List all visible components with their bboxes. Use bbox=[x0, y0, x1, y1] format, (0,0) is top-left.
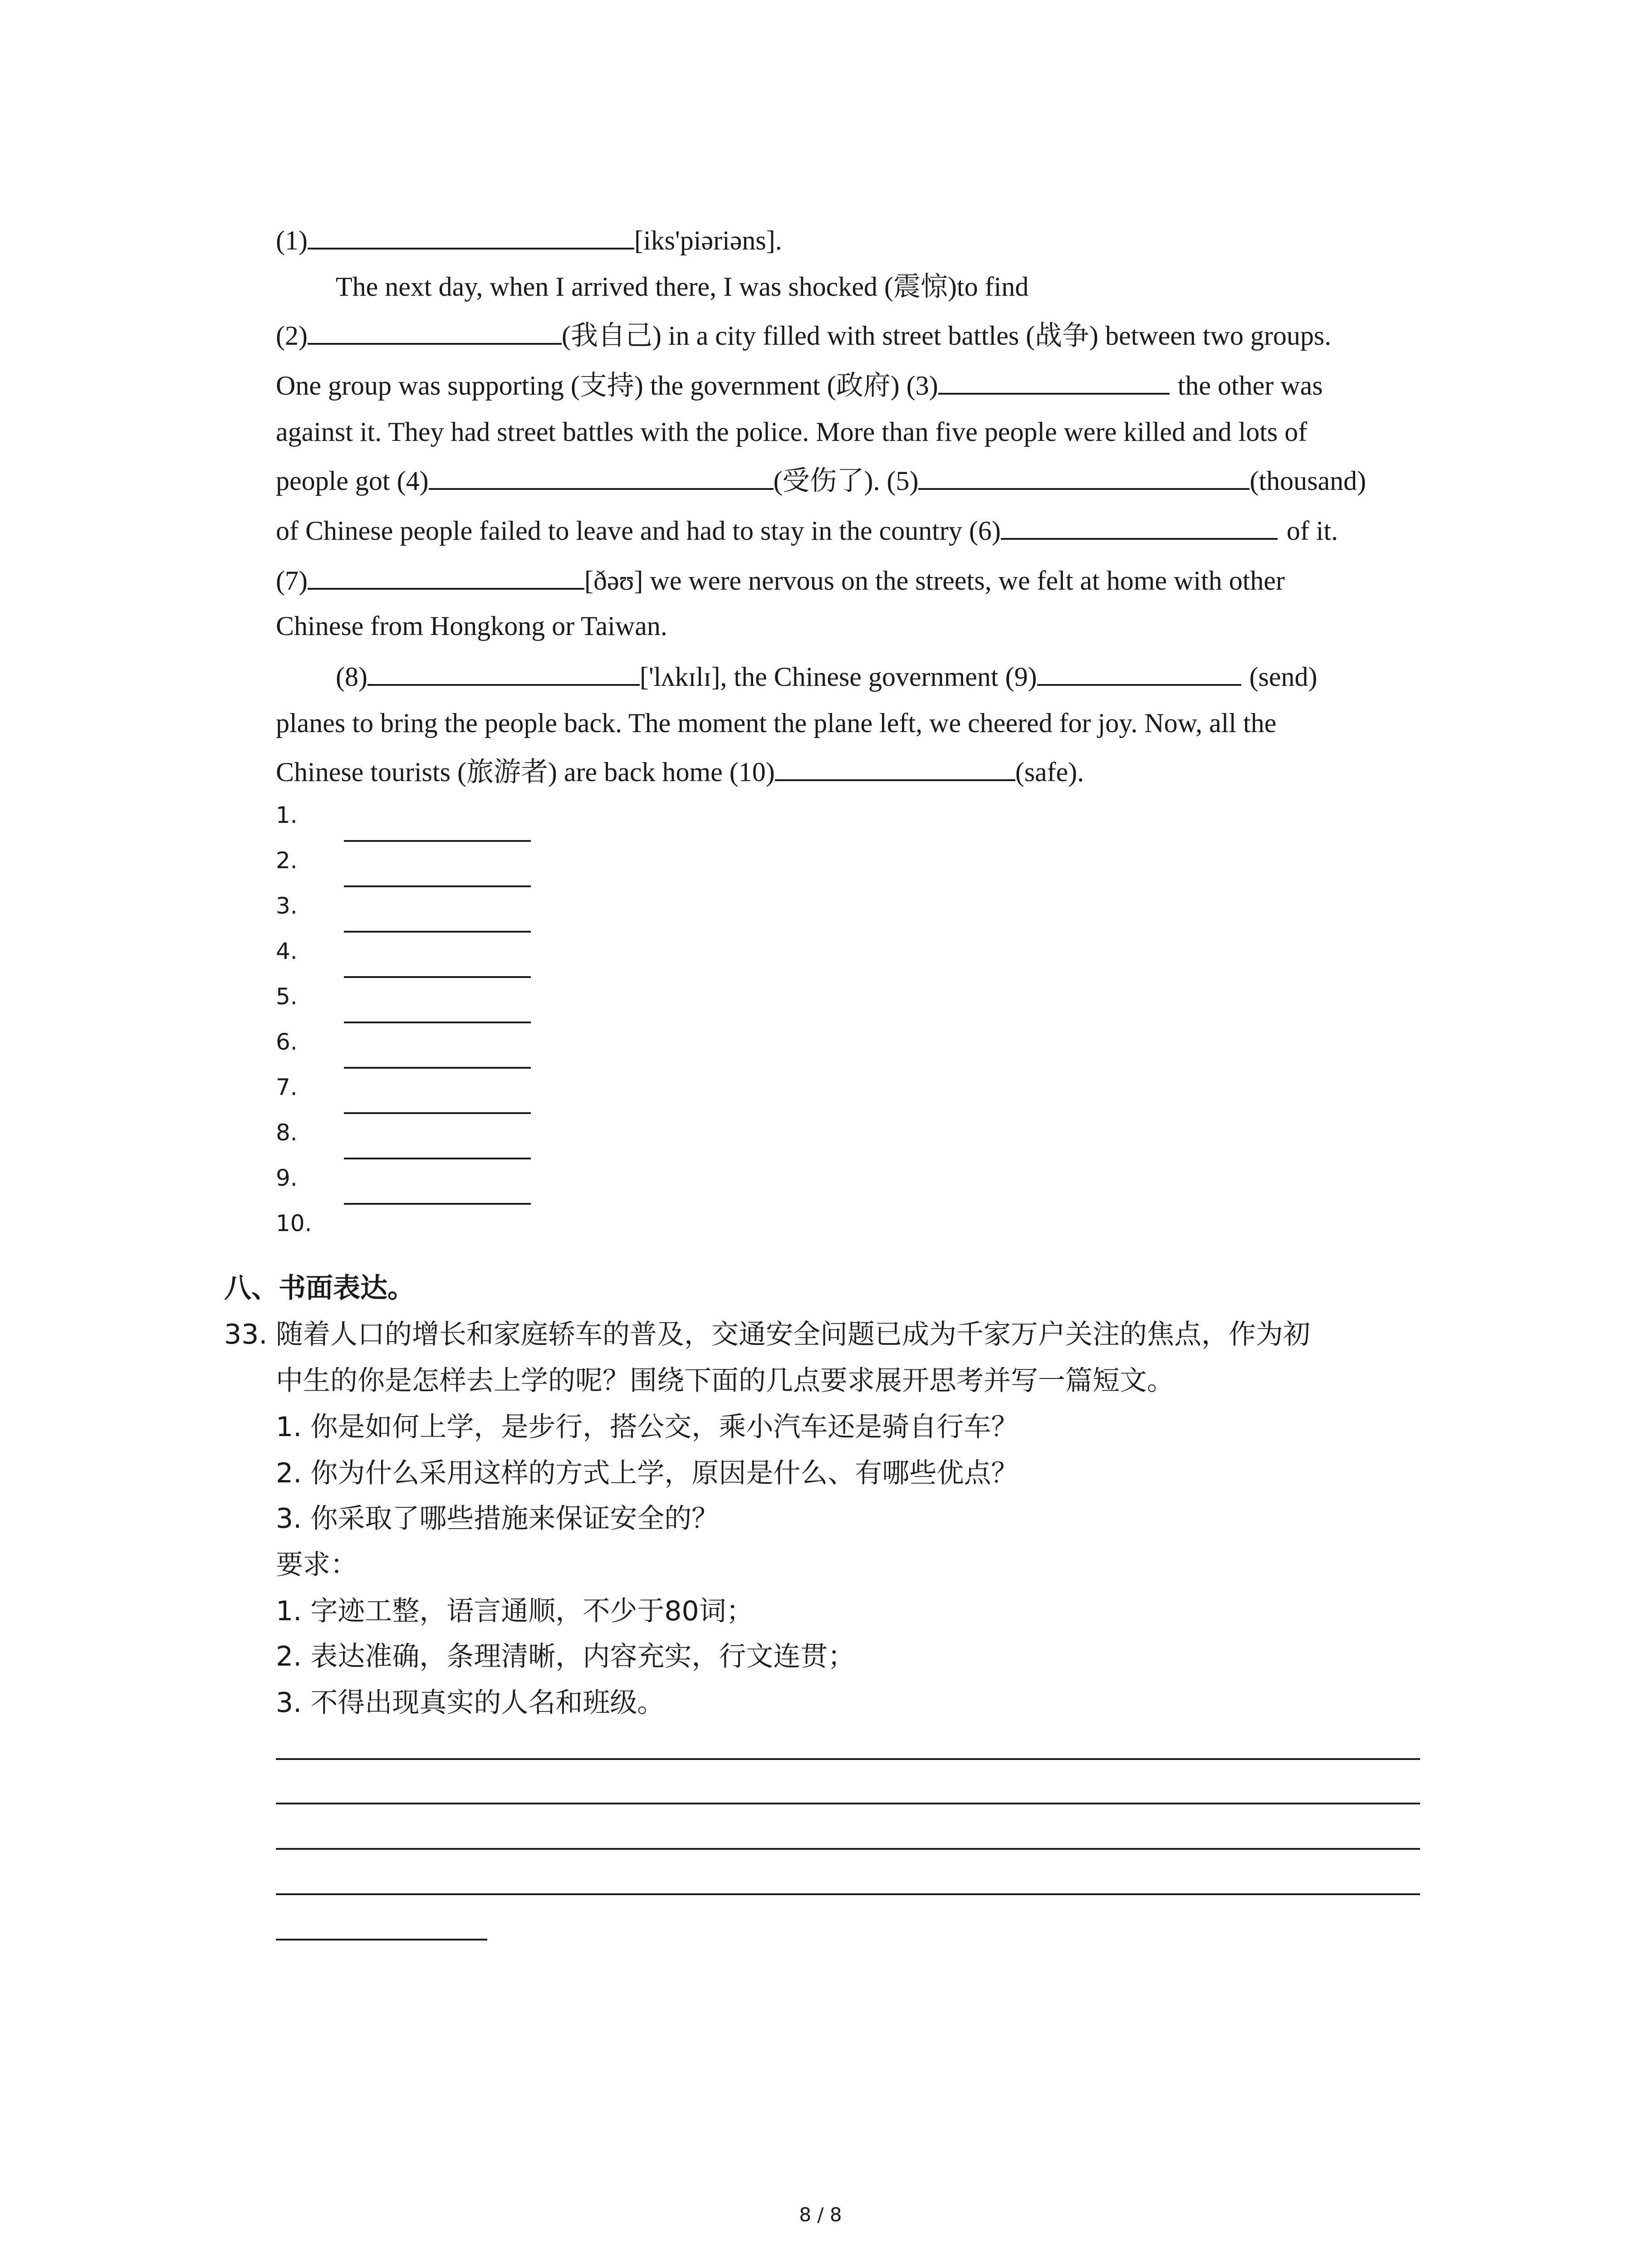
blank-8[interactable] bbox=[367, 658, 640, 686]
answer-label: 10. bbox=[276, 1210, 312, 1237]
question-line-1: 随着人口的增长和家庭轿车的普及，交通安全问题已成为千家万户关注的焦点，作为初 bbox=[276, 1319, 1310, 1350]
answer-label: 2. bbox=[276, 847, 298, 874]
passage-line-3: (2) (我自己) in a city filled with street battles (战争) between two groups. bbox=[276, 317, 1331, 355]
blank-6[interactable] bbox=[1001, 512, 1278, 540]
answer-label: 6. bbox=[276, 1029, 298, 1055]
answer-line[interactable] bbox=[344, 885, 531, 887]
answer-label: 1. bbox=[276, 802, 298, 828]
answer-line[interactable] bbox=[344, 1112, 531, 1114]
passage-line-4: One group was supporting (支持) the government (政府) (3) the other was bbox=[276, 367, 1323, 405]
blank-10[interactable] bbox=[775, 753, 1015, 781]
writing-line[interactable] bbox=[276, 1803, 1420, 1804]
passage-line-1: (1) [iks'piəriəns]. bbox=[276, 221, 782, 259]
point-3: 3. 你采取了哪些措施来保证安全的？ bbox=[276, 1503, 719, 1535]
point-1: 1. 你是如何上学，是步行，搭公交，乘小汽车还是骑自行车？ bbox=[276, 1411, 1019, 1443]
passage-line-10: (8) ['lʌkɪlɪ], the Chinese government (9) (send) bbox=[336, 658, 1318, 696]
blank-7[interactable] bbox=[308, 562, 584, 590]
writing-line[interactable] bbox=[276, 1848, 1420, 1850]
answer-label: 5. bbox=[276, 983, 298, 1010]
answer-line[interactable] bbox=[344, 931, 531, 933]
passage-line-5: against it. They had street battles with the police. More than five people were killed and lots of bbox=[276, 417, 1308, 447]
answer-label: 4. bbox=[276, 938, 298, 964]
answer-line[interactable] bbox=[344, 1067, 531, 1069]
passage-line-11: planes to bring the people back. The moment the plane left, we cheered for joy. Now, all the bbox=[276, 708, 1277, 738]
answer-label: 8. bbox=[276, 1119, 298, 1146]
answer-line[interactable] bbox=[344, 840, 531, 842]
writing-line[interactable] bbox=[276, 1893, 1420, 1895]
blank-2[interactable] bbox=[308, 317, 562, 345]
answer-line[interactable] bbox=[344, 1158, 531, 1159]
passage-line-2: The next day, when I arrived there, I was shocked (震惊)to find bbox=[336, 272, 1029, 302]
requirement-3: 3. 不得出现真实的人名和班级。 bbox=[276, 1687, 665, 1719]
blank-9[interactable] bbox=[1037, 658, 1241, 686]
blank-4[interactable] bbox=[429, 462, 774, 490]
page-number: 8 / 8 bbox=[799, 2204, 842, 2226]
passage-line-7: of Chinese people failed to leave and had to stay in the country (6) of it. bbox=[276, 512, 1338, 550]
blank-5[interactable] bbox=[918, 462, 1249, 490]
answer-line[interactable] bbox=[344, 1022, 531, 1023]
writing-line[interactable] bbox=[276, 1758, 1420, 1760]
point-2: 2. 你为什么采用这样的方式上学，原因是什么、有哪些优点？ bbox=[276, 1457, 1019, 1489]
passage-line-8: (7) [ðəʊ] we were nervous on the streets, we felt at home with other bbox=[276, 562, 1285, 600]
answer-line[interactable] bbox=[344, 1203, 531, 1205]
answer-label: 9. bbox=[276, 1165, 298, 1191]
section-heading: 八、书面表达。 bbox=[224, 1272, 415, 1304]
requirement-2: 2. 表达准确，条理清晰，内容充实，行文连贯； bbox=[276, 1641, 855, 1672]
passage-line-12: Chinese tourists (旅游者) are back home (10) (safe). bbox=[276, 753, 1084, 791]
passage-line-9: Chinese from Hongkong or Taiwan. bbox=[276, 611, 667, 641]
answer-line[interactable] bbox=[344, 976, 531, 978]
answer-label: 3. bbox=[276, 893, 298, 919]
question-number: 33. bbox=[224, 1319, 268, 1350]
passage-line-6: people got (4) (受伤了). (5) (thousand) bbox=[276, 462, 1366, 500]
requirement-1: 1. 字迹工整，语言通顺，不少于80词； bbox=[276, 1595, 754, 1627]
answer-label: 7. bbox=[276, 1074, 298, 1100]
blank-1[interactable] bbox=[308, 221, 634, 249]
requirements-label: 要求： bbox=[276, 1549, 358, 1581]
question-line-2: 中生的你是怎样去上学的呢？围绕下面的几点要求展开思考并写一篇短文。 bbox=[276, 1365, 1174, 1397]
writing-line[interactable] bbox=[276, 1939, 487, 1941]
blank-3[interactable] bbox=[938, 367, 1170, 395]
